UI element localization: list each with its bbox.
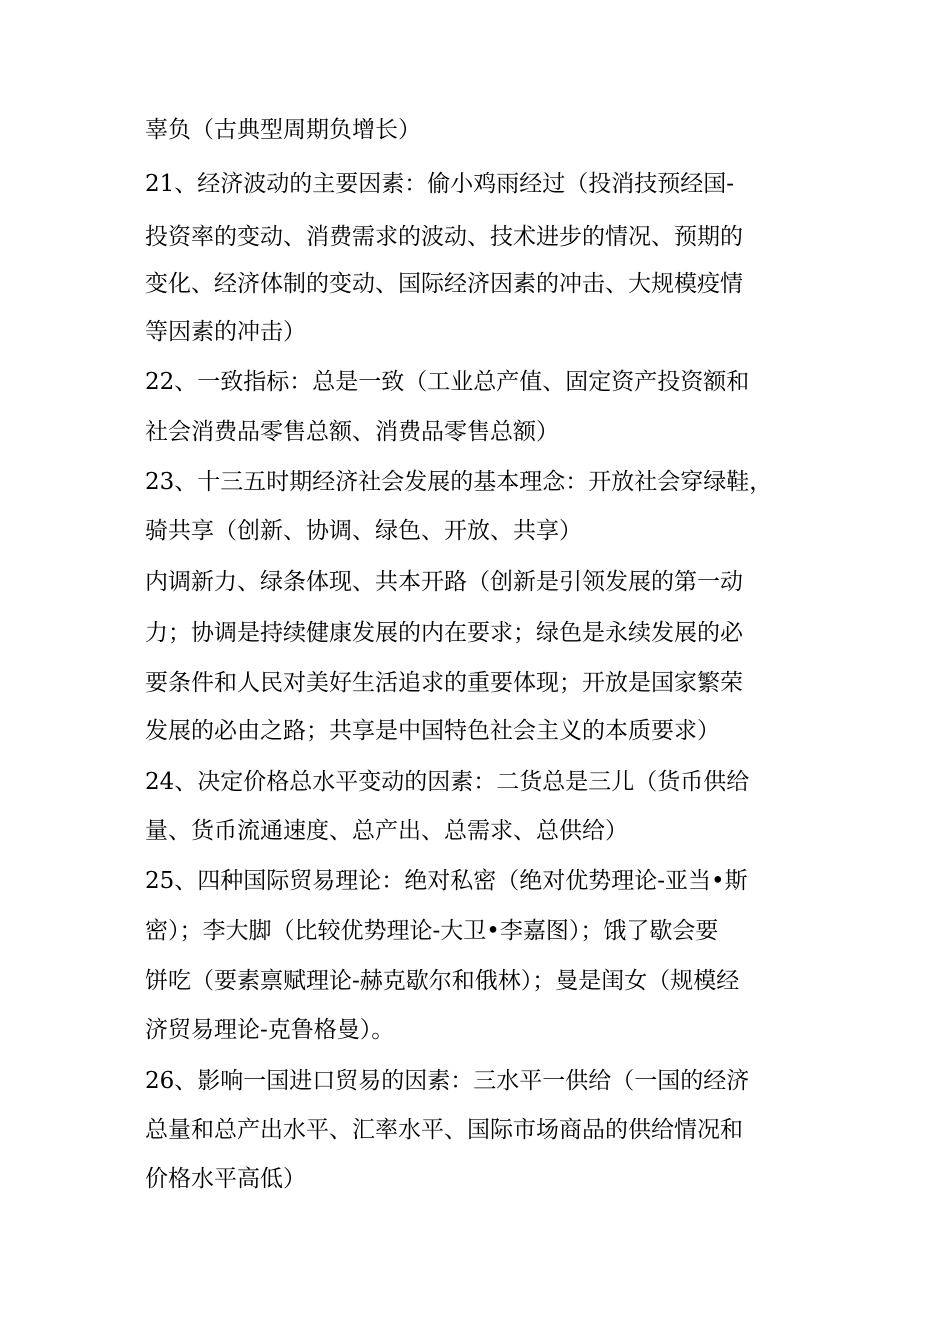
- text-line: 价格水平高低）: [145, 1166, 306, 1192]
- text-line: 23、十三五时期经济社会发展的基本理念：开放社会穿绿鞋，: [145, 469, 773, 495]
- text-line: 26、影响一国进口贸易的因素：三水平一供给（一国的经济: [145, 1068, 750, 1094]
- text-line: 要条件和人民对美好生活追求的重要体现；开放是国家繁荣: [145, 670, 743, 696]
- text-line: 22、一致指标：总是一致（工业总产值、固定资产投资额和: [145, 369, 750, 395]
- text-line: 发展的必由之路；共享是中国特色社会主义的本质要求）: [145, 718, 720, 744]
- text-line: 内调新力、绿条体现、共本开路（创新是引领发展的第一动: [145, 569, 743, 595]
- text-line: 骑共享（创新、协调、绿色、开放、共享）: [145, 518, 582, 544]
- text-line: 社会消费品零售总额、消费品零售总额）: [145, 419, 559, 445]
- text-line: 25、四种国际贸易理论：绝对私密（绝对优势理论-亚当•斯: [145, 868, 748, 894]
- text-line: 济贸易理论-克鲁格曼）。: [145, 1017, 395, 1043]
- text-line: 饼吃（要素禀赋理论-赫克歇尔和俄林）；曼是闺女（规模经: [145, 968, 740, 994]
- text-line: 力；协调是持续健康发展的内在要求；绿色是永续发展的必: [145, 620, 743, 646]
- text-line: 密）；李大脚（比较优势理论-大卫•李嘉图）；饿了歇会要: [145, 918, 719, 944]
- text-line: 投资率的变动、消费需求的波动、技术进步的情况、预期的: [145, 224, 743, 250]
- text-line: 变化、经济体制的变动、国际经济因素的冲击、大规模疫情: [145, 271, 743, 297]
- text-line: 总量和总产出水平、汇率水平、国际市场商品的供给情况和: [145, 1117, 743, 1143]
- text-line: 24、决定价格总水平变动的因素：二货总是三儿（货币供给: [145, 769, 750, 795]
- text-line: 21、经济波动的主要因素：偷小鸡雨经过（投消技预经国-: [145, 171, 735, 197]
- text-line: 等因素的冲击）: [145, 319, 306, 345]
- text-line: 量、货币流通速度、总产出、总需求、总供给）: [145, 818, 628, 844]
- text-line: 辜负（古典型周期负增长）: [145, 117, 421, 143]
